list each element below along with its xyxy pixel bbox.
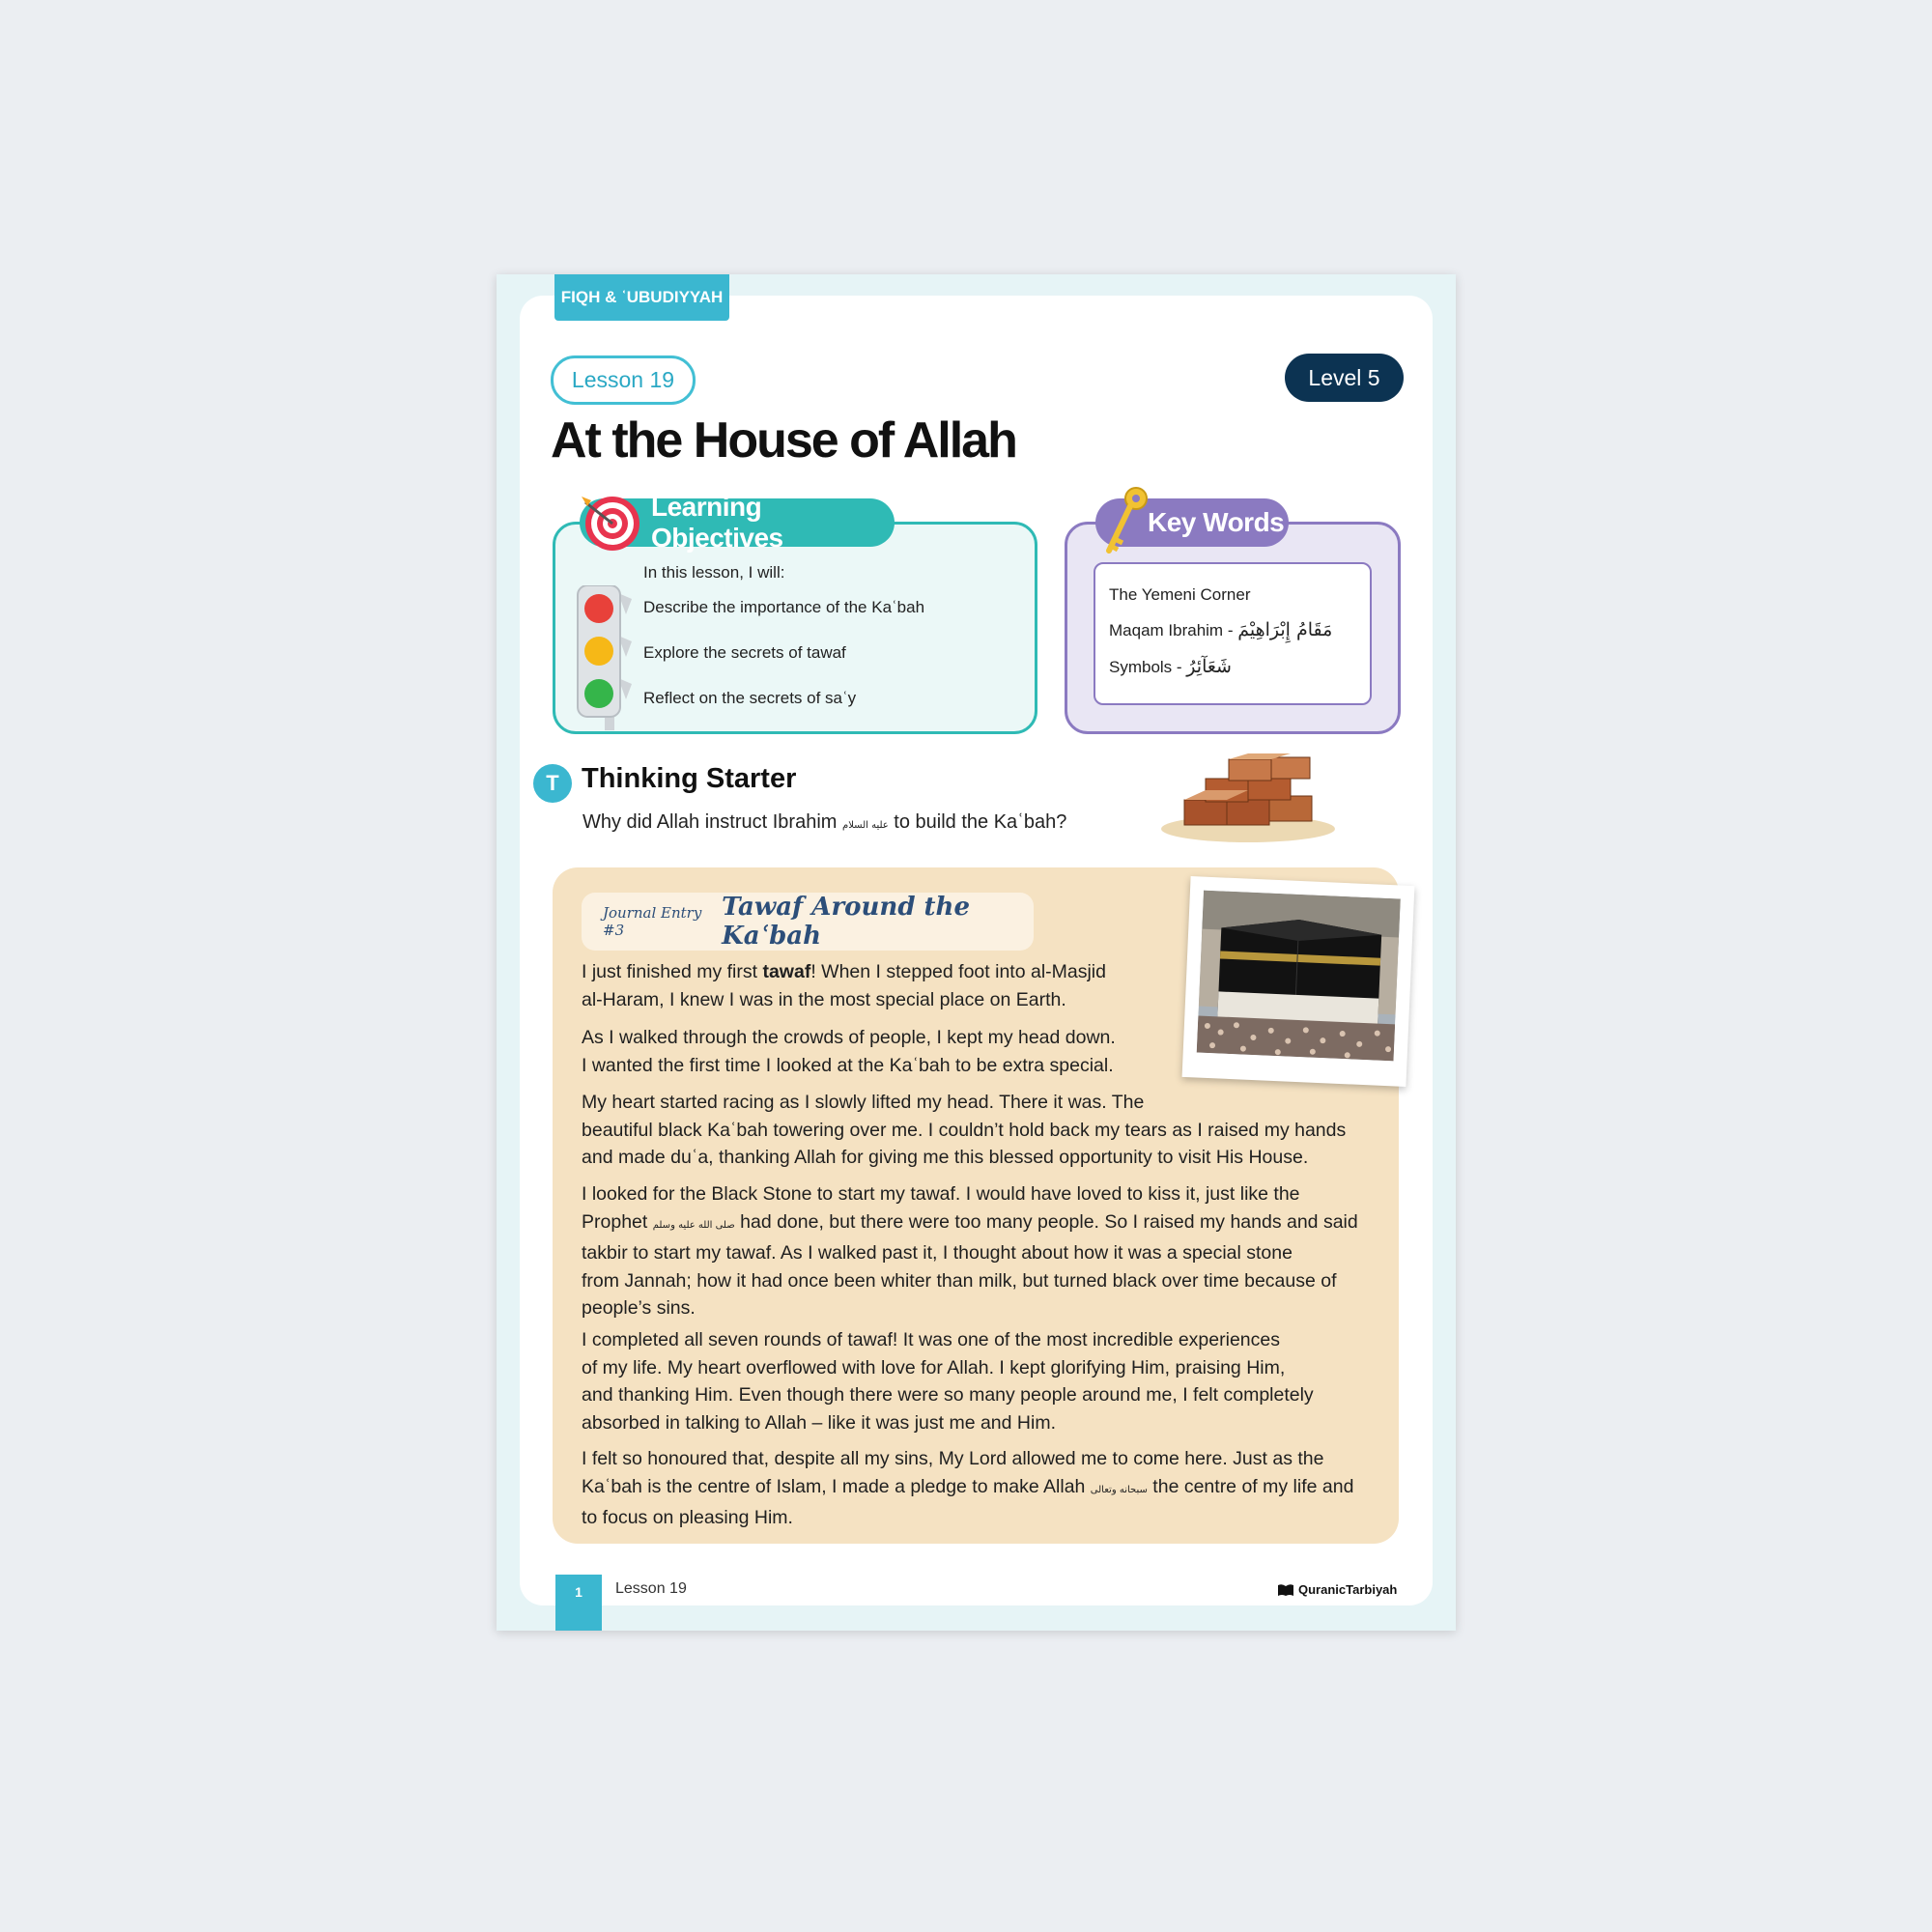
- thinking-starter-badge: T: [533, 764, 572, 803]
- keyword-item: Symbols - شَعَآئِرُ: [1109, 656, 1232, 677]
- bricks-icon: [1155, 753, 1335, 846]
- page-number: 1: [555, 1575, 602, 1631]
- journal-paragraph-5: I completed all seven rounds of tawaf! It was one of the most incredible experiences of my life. My heart overflowed with love for Allah. I kept glorifying Him, praising Him, and thanking Him. Even though there were so many people around me, I felt completely absorbed in talking to Allah – like it was just me and Him.: [582, 1329, 1314, 1434]
- objectives-heading: Learning Objectives: [580, 498, 895, 547]
- objective-item: Explore the secrets of tawaf: [643, 643, 846, 662]
- journal-paragraph-6: I felt so honoured that, despite all my sins, My Lord allowed me to come here. Just as the Kaʿbah is the centre of Islam, I made a pledge to make Allah سبحانه وتعالى the centre of my life and to focus on pleasing Him.: [582, 1448, 1354, 1528]
- journal-entry-title: Tawaf Around the Kaʿbah: [722, 893, 971, 951]
- objectives-intro: In this lesson, I will:: [643, 563, 785, 582]
- thinking-starter-question: Why did Allah instruct Ibrahim عليه السلام to build the Kaʿbah?: [582, 811, 1067, 833]
- keyword-arabic: شَعَآئِرُ: [1186, 656, 1232, 677]
- keyword-item: The Yemeni Corner: [1109, 585, 1251, 604]
- objective-item: Describe the importance of the Kaʿbah: [643, 598, 925, 616]
- journal-paragraph-1: I just finished my first tawaf! When I stepped foot into al-Masjid al-Haram, I knew I was in the most special place on Earth.: [582, 961, 1106, 1010]
- journal-paragraph-2: As I walked through the crowds of people, I kept my head down. I wanted the first time I looked at the Kaʿbah to be extra special.: [582, 1027, 1116, 1076]
- green-light: [584, 679, 613, 708]
- traffic-light-icon: [576, 585, 634, 730]
- footer-lesson: Lesson 19: [615, 1580, 687, 1597]
- target-icon: [580, 491, 641, 553]
- journal-heading: [582, 893, 1034, 951]
- kaaba-image: [1197, 891, 1401, 1062]
- kaaba-photo: [1182, 876, 1415, 1087]
- honorific: سبحانه وتعالى: [1090, 1484, 1148, 1495]
- honorific: عليه السلام: [842, 820, 889, 831]
- journal-entry-label: Journal Entry #3: [603, 904, 702, 939]
- book-icon: [1277, 1583, 1294, 1597]
- thinking-starter-title: Thinking Starter: [582, 763, 797, 794]
- keyword-item: Maqam Ibrahim - مَقَامُ إِبْرَاهِيْمَ: [1109, 619, 1333, 640]
- brand-logo: [1277, 1582, 1397, 1597]
- level-pill: Level 5: [1285, 354, 1404, 402]
- honorific: صلى الله عليه وسلم: [652, 1219, 735, 1231]
- keywords-heading: Key Words: [1095, 498, 1289, 547]
- journal-paragraph-3: My heart started racing as I slowly lifted my head. There it was. The beautiful black Kaʿbah towering over me. I couldn’t hold back my tears as I raised my hands and made duʿa, thanking Allah for giving me this blessed opportunity to visit His House.: [582, 1092, 1347, 1168]
- page-title: At the House of Allah: [551, 412, 1016, 469]
- brand-name: QuranicTarbiyah: [1298, 1582, 1398, 1597]
- lesson-pill: Lesson 19: [551, 355, 696, 405]
- category-tag: FIQH & ʿUBUDIYYAH: [554, 274, 729, 321]
- journal-paragraph-4: I looked for the Black Stone to start my tawaf. I would have loved to kiss it, just like the Prophet صلى الله عليه وسلم had done, but there were too many people. So I raised my hands and said takbir to start my tawaf. As I walked past it, I thought about how it was a special stone from Jannah; how it had once been whiter than milk, but turned black over time because of people’s sins.: [582, 1183, 1358, 1319]
- yellow-light: [584, 637, 613, 666]
- objective-item: Reflect on the secrets of saʿy: [643, 689, 857, 707]
- red-light: [584, 594, 613, 623]
- keyword-arabic: مَقَامُ إِبْرَاهِيْمَ: [1237, 619, 1333, 640]
- key-icon: [1101, 485, 1150, 556]
